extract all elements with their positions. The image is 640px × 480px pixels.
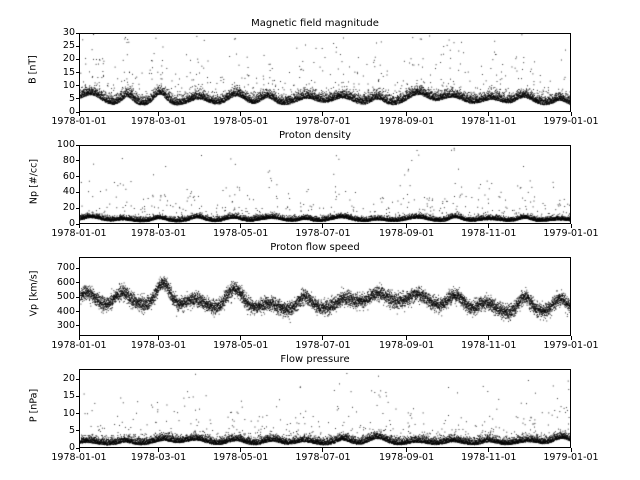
y-tick-label: 15 (62, 390, 75, 402)
x-tick-mark (488, 448, 489, 452)
y-tick-mark (76, 59, 80, 60)
panel-title-4: Flow pressure (280, 354, 350, 365)
x-tick-mark (406, 112, 407, 116)
y-tick-mark (76, 396, 80, 397)
x-tick-mark (240, 224, 241, 228)
x-tick-mark (488, 112, 489, 116)
x-tick-mark (240, 336, 241, 340)
x-tick-mark (571, 112, 572, 116)
y-tick-label: 30 (62, 27, 75, 38)
y-tick-mark (76, 325, 80, 326)
panel-title-2: Proton density (278, 130, 352, 141)
x-tick-mark (79, 448, 80, 452)
x-tick-label: 1979-01-01 (543, 340, 599, 351)
y-tick-mark (76, 311, 80, 312)
y-tick-label: 40 (62, 186, 75, 198)
y-tick-label: 700 (56, 262, 75, 274)
x-tick-mark (406, 448, 407, 452)
x-tick-label: 1978-03-01 (130, 116, 187, 127)
x-tick-mark (322, 336, 323, 340)
y-tick-label: 25 (62, 40, 75, 52)
x-tick-mark (322, 224, 323, 228)
x-tick-label: 1978-09-01 (378, 452, 435, 463)
y-tick-mark (76, 379, 80, 380)
data-points-3 (80, 258, 571, 336)
x-tick-mark (158, 448, 159, 452)
x-tick-label: 1978-09-01 (378, 340, 435, 351)
y-tick-label: 0 (68, 106, 75, 117)
y-tick-mark (76, 176, 80, 177)
x-tick-label: 1978-07-01 (295, 116, 351, 127)
x-tick-label: 1978-01-01 (51, 116, 107, 127)
y-axis-label-1: B [nT] (27, 55, 39, 84)
y-tick-label: 20 (62, 202, 75, 214)
x-tick-label: 1978-07-01 (295, 452, 351, 463)
x-tick-label: 1978-03-01 (130, 228, 187, 239)
panel-title-1: Magnetic field magnitude (251, 18, 379, 29)
y-tick-label: 0 (68, 442, 75, 453)
y-tick-label: 10 (62, 79, 75, 91)
x-tick-mark (322, 448, 323, 452)
x-tick-mark (488, 224, 489, 228)
y-tick-mark (76, 145, 80, 146)
y-tick-label: 0 (68, 218, 75, 229)
x-tick-label: 1978-11-01 (461, 340, 517, 351)
y-tick-label: 15 (62, 66, 75, 78)
x-tick-label: 1978-05-01 (213, 116, 269, 127)
x-tick-mark (488, 336, 489, 340)
data-points-2 (80, 146, 571, 224)
y-tick-mark (76, 98, 80, 99)
y-tick-mark (76, 297, 80, 298)
x-tick-label: 1978-11-01 (461, 228, 517, 239)
x-tick-label: 1979-01-01 (543, 452, 599, 463)
data-points-4 (80, 370, 571, 448)
y-tick-label: 600 (56, 276, 75, 288)
y-tick-label: 400 (56, 305, 75, 317)
x-tick-mark (322, 112, 323, 116)
x-tick-mark (571, 336, 572, 340)
x-tick-label: 1978-05-01 (213, 452, 269, 463)
y-axis-label-3: Vp [km/s] (28, 270, 40, 317)
x-tick-label: 1978-03-01 (130, 452, 187, 463)
data-points-1 (80, 34, 571, 112)
y-tick-mark (76, 413, 80, 414)
x-tick-mark (406, 336, 407, 340)
x-tick-label: 1978-07-01 (295, 340, 351, 351)
y-tick-mark (76, 160, 80, 161)
y-tick-label: 5 (68, 92, 75, 104)
y-tick-label: 500 (56, 291, 75, 303)
y-tick-label: 10 (62, 407, 75, 419)
panel-title-3: Proton flow speed (270, 242, 360, 253)
y-tick-mark (76, 72, 80, 73)
y-tick-label: 300 (56, 319, 75, 331)
plot-area-2 (79, 145, 571, 224)
x-tick-label: 1978-11-01 (461, 116, 517, 127)
y-tick-mark (76, 85, 80, 86)
x-tick-label: 1978-01-01 (51, 340, 107, 351)
x-tick-label: 1978-09-01 (378, 116, 435, 127)
y-tick-label: 80 (62, 154, 75, 166)
x-tick-mark (158, 336, 159, 340)
x-tick-mark (79, 336, 80, 340)
x-tick-mark (240, 112, 241, 116)
x-tick-mark (158, 112, 159, 116)
y-tick-label: 5 (68, 424, 75, 436)
x-tick-label: 1978-03-01 (130, 340, 187, 351)
y-tick-mark (76, 46, 80, 47)
x-tick-label: 1978-07-01 (295, 228, 351, 239)
plot-area-3 (79, 257, 571, 336)
y-axis-label-4: P [nPa] (28, 388, 40, 423)
x-tick-label: 1978-01-01 (51, 452, 107, 463)
y-tick-label: 100 (56, 139, 75, 150)
plot-area-1 (79, 33, 571, 112)
x-tick-mark (79, 224, 80, 228)
y-tick-mark (76, 208, 80, 209)
y-tick-mark (76, 268, 80, 269)
x-tick-label: 1978-05-01 (213, 340, 269, 351)
x-tick-label: 1979-01-01 (543, 116, 599, 127)
x-tick-mark (79, 112, 80, 116)
x-tick-mark (406, 224, 407, 228)
y-tick-mark (76, 192, 80, 193)
y-axis-label-2: Np [#/cc] (28, 158, 40, 205)
y-tick-mark (76, 33, 80, 34)
x-tick-label: 1979-01-01 (543, 228, 599, 239)
y-tick-label: 60 (62, 170, 75, 182)
y-tick-label: 20 (62, 53, 75, 65)
plot-area-4 (79, 369, 571, 448)
x-tick-mark (240, 448, 241, 452)
x-tick-label: 1978-09-01 (378, 228, 435, 239)
x-tick-mark (571, 224, 572, 228)
x-tick-mark (158, 224, 159, 228)
x-tick-label: 1978-05-01 (213, 228, 269, 239)
x-tick-mark (571, 448, 572, 452)
y-tick-label: 20 (62, 373, 75, 385)
y-tick-mark (76, 430, 80, 431)
y-tick-mark (76, 282, 80, 283)
x-tick-label: 1978-01-01 (51, 228, 107, 239)
x-tick-label: 1978-11-01 (461, 452, 517, 463)
